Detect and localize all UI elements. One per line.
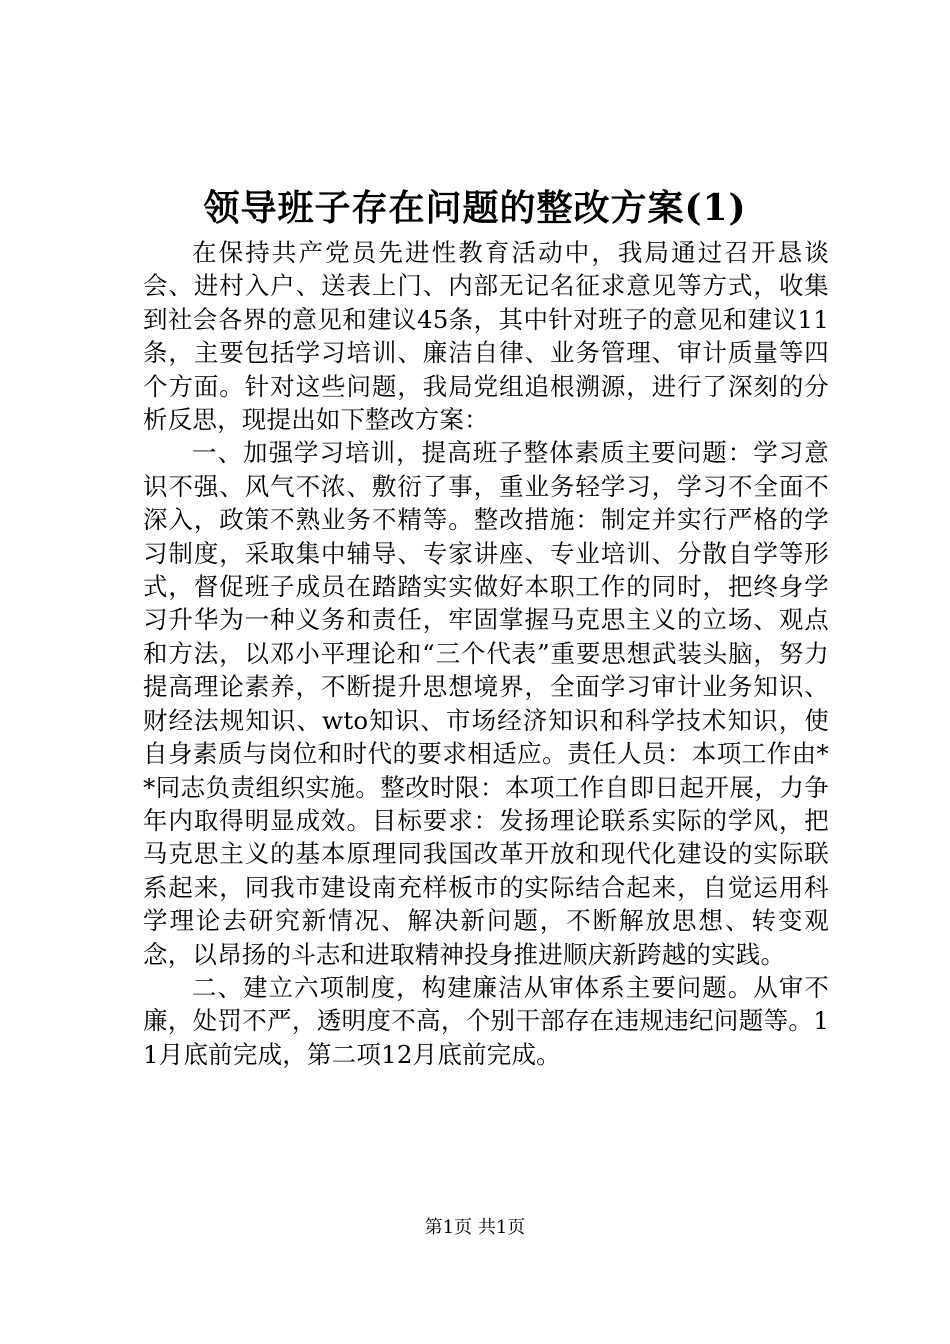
paragraph-section-two: 二、建立六项制度，构建廉洁从审体系主要问题。从审不廉，处罚不严，透明度不高，个别干部存在违规违纪问题等。11月底前完成，第二项12月底前完成。 (143, 972, 829, 1069)
paragraph-section-one: 一、加强学习培训，提高班子整体素质主要问题：学习意识不强、风气不浓、敷衍了事，重业务轻学习，学习不全面不深入，政策不熟业务不精等。整改措施：制定并实行严格的学习制度，采取集中辅导、专家讲座、专业培训、分散自学等形式，督促班子成员在踏踏实实做好本职工作的同时，把终身学习升华为一种义务和责任，牢固掌握马克思主义的立场、观点和方法，以邓小平理论和“三个代表”重要思想武装头脑，努力提高理论素养，不断提升思想境界，全面学习审计业务知识、财经法规知识、wto知识、市场经济知识和科学技术知识，使自身素质与岗位和时代的要求相适应。责任人员：本项工作由**同志负责组织实施。整改时限：本项工作自即日起开展，力争年内取得明显成效。目标要求：发扬理论联系实际的学风，把马克思主义的基本原理同我国改革开放和现代化建设的实际联系起来，同我市建设南充样板市的实际结合起来，自觉运用科学理论去研究新情况、解决新问题，不断解放思想、转变观念，以昂扬的斗志和进取精神投身推进顺庆新跨越的实践。 (143, 438, 829, 969)
page-footer: 第1页 共1页 (424, 1217, 526, 1238)
document-body (143, 236, 829, 1071)
document-title: 领导班子存在问题的整改方案(1) (203, 187, 747, 229)
paragraph-intro: 在保持共产党员先进性教育活动中，我局通过召开恳谈会、进村入户、送表上门、内部无记名征求意见等方式，收集到社会各界的意见和建议45条，其中针对班子的意见和建议11条，主要包括学习培训、廉洁自律、业务管理、审计质量等四个方面。针对这些问题，我局党组追根溯源，进行了深刻的分析反思，现提出如下整改方案： (143, 238, 829, 435)
